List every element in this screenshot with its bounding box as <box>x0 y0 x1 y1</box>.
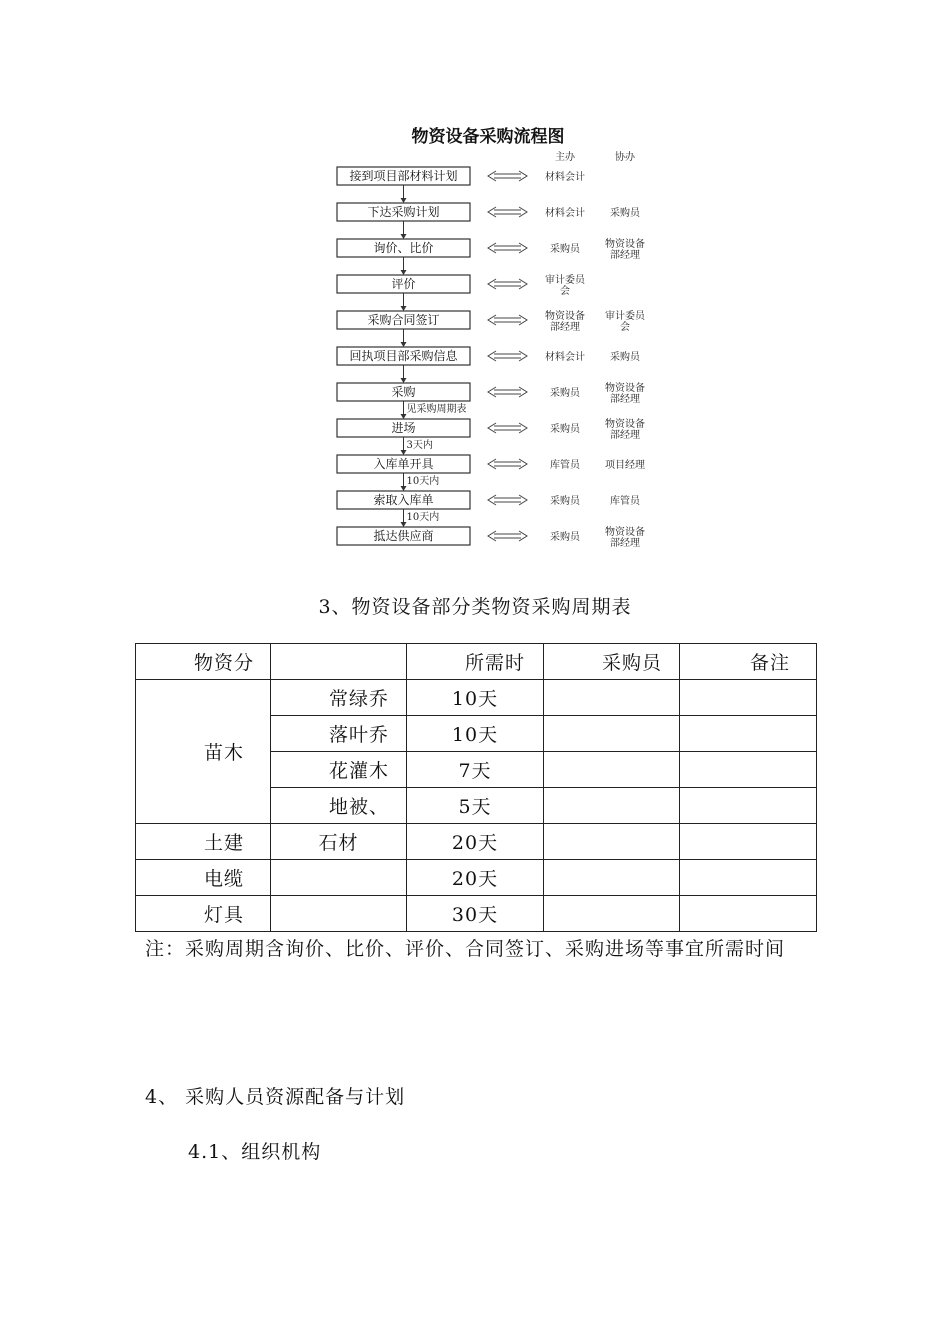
category-miaomu: 苗木 <box>136 680 271 824</box>
table-note: 注：采购周期含询价、比价、评价、合同签订、采购进场等事宜所需时间 <box>145 938 786 960</box>
flowchart-main-role: 采购员 <box>550 424 580 435</box>
flowchart-step-label: 回执项目部采购信息 <box>349 349 458 363</box>
table-row <box>136 896 817 932</box>
remarks-cell <box>680 752 817 788</box>
flowchart-step-label: 抵达供应商 <box>373 529 434 543</box>
subcategory-cell: 地被、 <box>271 788 407 824</box>
remarks-cell <box>680 788 817 824</box>
double-arrow-icon <box>488 351 527 361</box>
flowchart-assist-role: 部经理 <box>610 250 640 261</box>
section-4-title: 4、 采购人员资源配备与计划 <box>145 1086 406 1108</box>
subcategory-cell: 常绿乔 <box>271 680 407 716</box>
arrow-down-icon <box>401 306 407 311</box>
flowchart-assist-role: 审计委员 <box>605 311 645 322</box>
double-arrow-icon <box>488 207 527 217</box>
time-cell: 10天 <box>407 680 544 716</box>
flowchart-main-role: 材料会计 <box>545 352 585 363</box>
arrow-down-icon <box>401 378 407 383</box>
flowchart-assist-role: 库管员 <box>610 496 640 507</box>
flowchart-assist-role: 物资设备 <box>605 527 645 538</box>
arrow-down-icon <box>401 198 407 203</box>
buyer-cell <box>544 716 680 752</box>
flowchart-connector-note: 3天内 <box>406 440 433 451</box>
flowchart-main-role: 采购员 <box>550 388 580 399</box>
remarks-cell <box>680 824 817 860</box>
subcategory-cell: 落叶乔 <box>271 716 407 752</box>
time-cell: 20天 <box>407 860 544 896</box>
procurement-flowchart <box>0 0 950 570</box>
flowchart-title: 物资设备采购流程图 <box>411 127 565 147</box>
double-arrow-icon <box>488 387 527 397</box>
flowchart-main-role: 采购员 <box>550 532 580 543</box>
flowchart-step-label: 采购 <box>391 385 416 399</box>
time-cell: 20天 <box>407 824 544 860</box>
flowchart-assist-role: 采购员 <box>610 352 640 363</box>
buyer-cell <box>544 752 680 788</box>
flowchart-step-label: 接到项目部材料计划 <box>349 169 458 183</box>
arrow-down-icon <box>401 270 407 275</box>
category-cell: 灯具 <box>136 896 271 932</box>
flowchart-assist-role: 采购员 <box>610 208 640 219</box>
header-category: 物资分 <box>136 644 271 680</box>
header-subcategory <box>271 644 407 680</box>
flowchart-assist-role: 物资设备 <box>605 419 645 430</box>
flowchart-assist-role: 部经理 <box>610 394 640 405</box>
table-row <box>136 680 817 716</box>
flowchart-main-role: 采购员 <box>550 496 580 507</box>
table-header-row <box>136 644 817 680</box>
subcategory-cell <box>271 896 407 932</box>
header-remarks: 备注 <box>680 644 817 680</box>
header-buyer: 采购员 <box>544 644 680 680</box>
flowchart-main-role: 审计委员 <box>545 275 585 286</box>
flowchart-main-role: 库管员 <box>550 460 580 471</box>
section-4-1-title: 4.1、组织机构 <box>188 1141 322 1163</box>
double-arrow-icon <box>488 315 527 325</box>
flowchart-step-label: 采购合同签订 <box>367 313 440 327</box>
flowchart-main-role: 材料会计 <box>545 172 585 183</box>
arrow-down-icon <box>401 234 407 239</box>
table-row <box>136 860 817 896</box>
time-cell: 10天 <box>407 716 544 752</box>
flowchart-main-role: 材料会计 <box>545 208 585 219</box>
double-arrow-icon <box>488 279 527 289</box>
flowchart-assist-role: 部经理 <box>610 538 640 549</box>
header-time: 所需时 <box>407 644 544 680</box>
remarks-cell <box>680 896 817 932</box>
flowchart-step-label: 索取入库单 <box>373 493 434 507</box>
double-arrow-icon <box>488 171 527 181</box>
flowchart-steps <box>337 167 646 549</box>
time-cell: 5天 <box>407 788 544 824</box>
subcategory-cell <box>271 860 407 896</box>
flowchart-assist-role: 项目经理 <box>605 460 645 471</box>
flowchart-assist-role: 会 <box>620 322 630 333</box>
flowchart-step-label: 询价、比价 <box>373 241 434 255</box>
category-cell: 电缆 <box>136 860 271 896</box>
double-arrow-icon <box>488 459 527 469</box>
double-arrow-icon <box>488 531 527 541</box>
category-cell: 土建 <box>136 824 271 860</box>
flowchart-assist-role: 部经理 <box>610 430 640 441</box>
arrow-down-icon <box>401 342 407 347</box>
flowchart-connector-note: 见采购周期表 <box>406 404 467 415</box>
flowchart-assist-role: 物资设备 <box>605 383 645 394</box>
buyer-cell <box>544 788 680 824</box>
flowchart-main-role: 部经理 <box>550 322 580 333</box>
flowchart-main-role: 采购员 <box>550 244 580 255</box>
flowchart-header-assist: 协办 <box>615 152 635 163</box>
double-arrow-icon <box>488 423 527 433</box>
buyer-cell <box>544 860 680 896</box>
procurement-cycle-table <box>135 643 817 932</box>
flowchart-assist-role: 物资设备 <box>605 239 645 250</box>
flowchart-connector-note: 10天内 <box>406 476 440 487</box>
buyer-cell <box>544 680 680 716</box>
time-cell: 7天 <box>407 752 544 788</box>
buyer-cell <box>544 896 680 932</box>
subcategory-cell: 花灌木 <box>271 752 407 788</box>
subcategory-cell: 石材 <box>271 824 407 860</box>
time-cell: 30天 <box>407 896 544 932</box>
remarks-cell <box>680 860 817 896</box>
buyer-cell <box>544 824 680 860</box>
flowchart-step-label: 下达采购计划 <box>367 205 440 219</box>
flowchart-step-label: 入库单开具 <box>373 457 434 471</box>
flowchart-connector-note: 10天内 <box>406 512 440 523</box>
flowchart-header-main: 主办 <box>555 152 575 163</box>
flowchart-step-label: 评价 <box>391 277 416 291</box>
double-arrow-icon <box>488 243 527 253</box>
section-3-title: 3、物资设备部分类物资采购周期表 <box>318 596 632 618</box>
remarks-cell <box>680 716 817 752</box>
remarks-cell <box>680 680 817 716</box>
flowchart-main-role: 会 <box>560 286 570 297</box>
double-arrow-icon <box>488 495 527 505</box>
flowchart-step-label: 进场 <box>391 421 416 435</box>
table-row <box>136 824 817 860</box>
flowchart-main-role: 物资设备 <box>545 311 585 322</box>
